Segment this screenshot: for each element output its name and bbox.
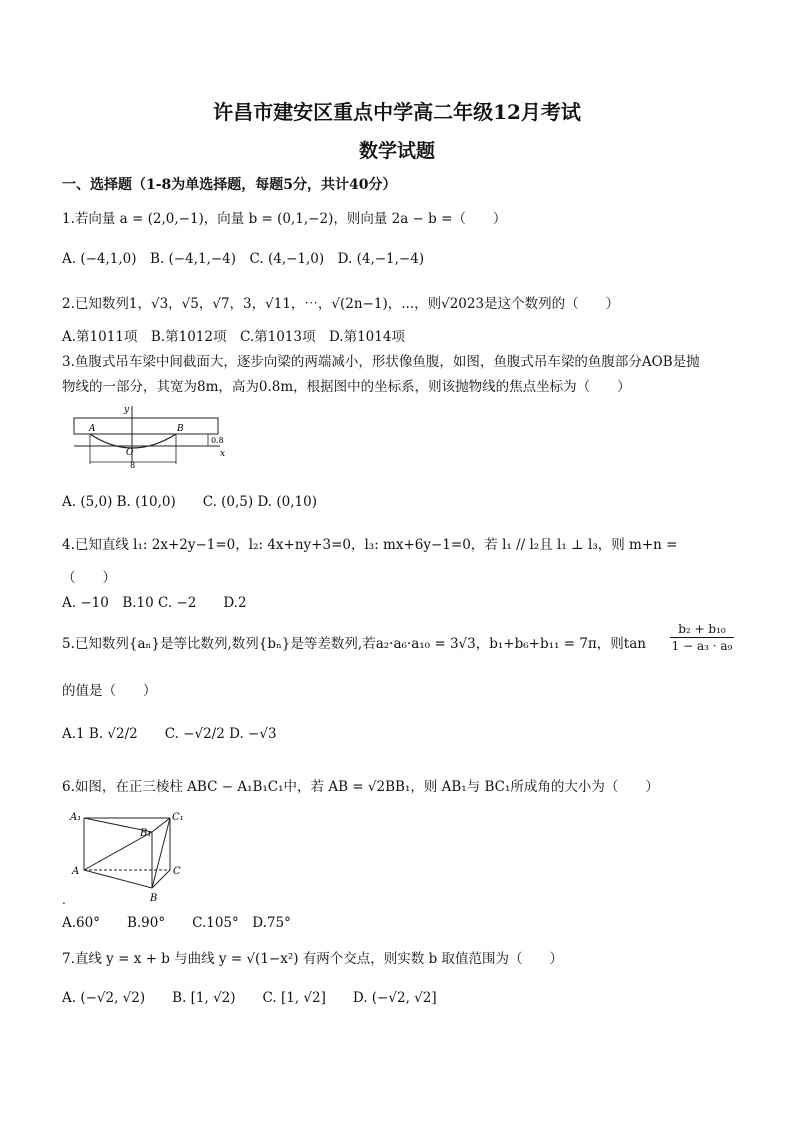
question-7-options: A. (−√2, √2) B. [1, √2) C. [1, √2] D. (−√2, √2] [62, 990, 437, 1006]
question-6-figure [62, 808, 192, 908]
question-1-stem: 1.若向量 a = (2,0,−1)，向量 b = (0,1,−2)，则向量 2a − b =（ ） [62, 211, 507, 227]
segment-BC1 [152, 818, 170, 888]
page-subtitle: 数学试题 [358, 140, 435, 162]
label-height: 0.8 [211, 436, 224, 445]
label-width: 8 [130, 461, 136, 468]
question-4-line2: （ ） [62, 570, 116, 586]
figure-dot: . [62, 893, 66, 907]
question-5-options: A.1 B. √2/2 C. −√2/2 D. −√3 [62, 726, 277, 742]
question-4-line1: 4.已知直线 l₁: 2x+2y−1=0，l₂: 4x+ny+3=0，l₃: mx+6y−1=0，若 l₁ // l₂且 l₁ ⊥ l₃，则 m+n = [62, 537, 678, 553]
label-B1: B₁ [140, 828, 152, 839]
question-4-options: A. −10 B.10 C. −2 D.2 [62, 595, 247, 611]
question-1-options: A. (−4,1,0) B. (−4,1,−4) C. (4,−1,0) D. (4,−1,−4) [62, 251, 425, 267]
question-6-stem: 6.如图，在正三棱柱 ABC − A₁B₁C₁中，若 AB = √2BB₁，则 AB₁与 BC₁所成角的大小为（ ） [62, 779, 659, 795]
question-3-line1: 3.鱼腹式吊车梁中间截面大，逐步向梁的两端减小，形状像鱼腹，如图，鱼腹式吊车梁的鱼腹部分AOB是抛 [62, 354, 700, 370]
question-3-options: A. (5,0) B. (10,0) C. (0,5) D. (0,10) [62, 494, 317, 510]
label-C: C [173, 866, 181, 877]
question-6-options: A.60° B.90° C.105° D.75° [62, 915, 291, 931]
question-5-stem: 5.已知数列{aₙ}是等比数列,数列{bₙ}是等差数列,若a₂·a₆·a₁₀ = 3√3，b₁+b₆+b₁₁ = 7π，则tan [62, 636, 646, 652]
label-O: O [126, 448, 134, 458]
beam-top [74, 418, 218, 434]
question-5-fraction [670, 622, 734, 653]
label-y: y [124, 405, 130, 415]
question-3-line2: 物线的一部分，其宽为8m，高为0.8m，根据图中的坐标系，则该抛物线的焦点坐标为（ ） [62, 379, 631, 395]
label-A: A [89, 424, 96, 434]
label-A1: A₁ [70, 812, 82, 823]
label-B: B [177, 424, 184, 434]
label-C1: C₁ [172, 812, 184, 823]
fraction-numerator: b₂ + b₁₀ [670, 622, 734, 638]
section-heading: 一、选择题（1-8为单选择题，每题5分，共计40分） [62, 177, 397, 193]
question-2-stem: 2.已知数列1，√3，√5，√7，3，√11，⋯，√(2n−1)，...，则√2023是这个数列的（ ） [62, 296, 620, 312]
page-title: 许昌市建安区重点中学高二年级12月考试 [213, 100, 581, 124]
question-7-stem: 7.直线 y = x + b 与曲线 y = √(1−x²) 有两个交点，则实数 b 取值范围为（ ） [62, 951, 564, 967]
question-3-figure [70, 402, 240, 468]
label-B: B [150, 893, 158, 904]
label-A: A [72, 866, 80, 877]
edge-AB [84, 870, 152, 888]
question-5-line2: 的值是（ ） [62, 683, 157, 699]
fraction-denominator: 1 − a₃ · a₉ [671, 639, 733, 653]
question-2-options: A.第1011项 B.第1012项 C.第1013项 D.第1014项 [62, 329, 405, 345]
label-x: x [220, 449, 226, 459]
